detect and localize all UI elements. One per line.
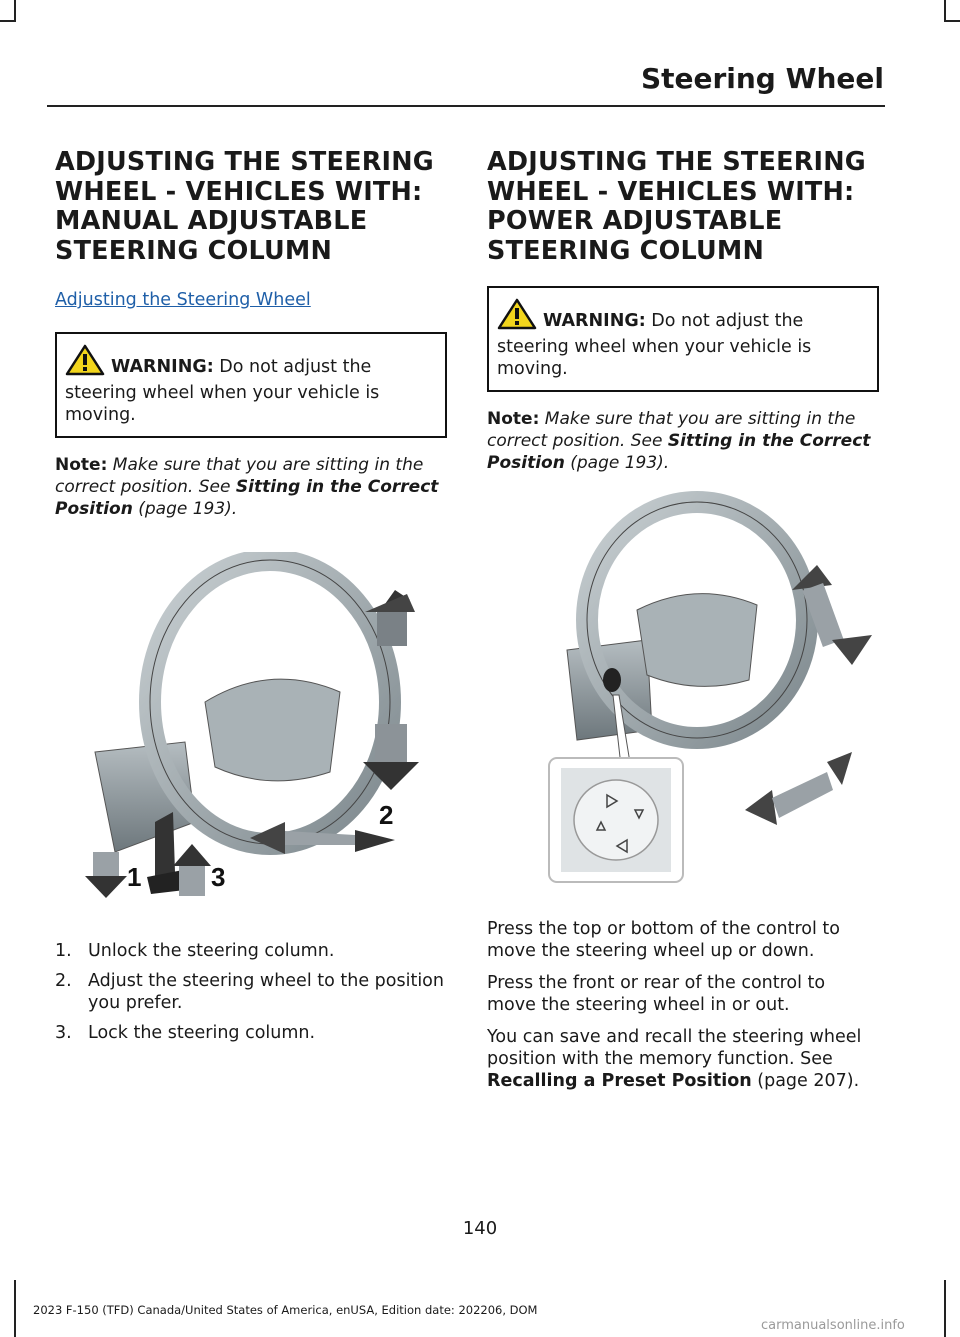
- warning-text: Do not adjust the steering wheel when your vehicle is moving.: [65, 357, 380, 425]
- adjusting-steering-link[interactable]: Adjusting the Steering Wheel: [55, 290, 311, 310]
- crop-mark: [944, 0, 946, 22]
- watermark: carmanualsonline.info: [761, 1318, 905, 1333]
- crop-mark: [944, 20, 960, 22]
- warning-label: WARNING:: [543, 311, 646, 331]
- warning-text: Do not adjust the steering wheel when your vehicle is moving.: [497, 311, 812, 379]
- crop-mark: [0, 20, 16, 22]
- section-heading-manual: ADJUSTING THE STEERING WHEEL - VEHICLES WITH: MANUAL ADJUSTABLE STEERING COLUMN: [55, 147, 434, 266]
- list-item: 1. Unlock the steering column.: [55, 941, 335, 961]
- arrow-unlock-icon: [85, 852, 127, 898]
- note-ref-link[interactable]: Sitting in the Correct Position: [55, 477, 439, 519]
- note-text: Make sure that you are sitting in the correct position. See: [487, 409, 856, 451]
- note-paragraph: [487, 408, 879, 474]
- body-paragraph: Press the top or bottom of the control to move the steering wheel up or down.: [487, 919, 840, 961]
- section-heading-power: ADJUSTING THE STEERING WHEEL - VEHICLES WITH: POWER ADJUSTABLE STEERING COLUMN: [487, 147, 866, 266]
- arrow-telescope-icon: [745, 752, 852, 825]
- note-label: Note:: [55, 455, 108, 475]
- page-number: 140: [462, 1218, 498, 1239]
- memory-paragraph: You can save and recall the steering wheel position with the memory function. See Recalling a Preset Position (page 207).: [487, 1027, 862, 1091]
- page-title: Steering Wheel: [640, 62, 884, 95]
- list-item: 3. Lock the steering column.: [55, 1023, 316, 1043]
- crop-mark: [944, 1280, 946, 1337]
- list-item: 2. Adjust the steering wheel to the position you prefer.: [55, 971, 444, 1013]
- note-ref-link[interactable]: Sitting in the Correct Position: [487, 431, 871, 473]
- recall-preset-link[interactable]: Recalling a Preset Position: [487, 1071, 752, 1091]
- callout-1: 1: [127, 862, 142, 892]
- warning-box: [487, 286, 879, 392]
- power-column-figure: [487, 490, 879, 900]
- note-text: Make sure that you are sitting in the correct position. See: [55, 455, 424, 497]
- power-instructions: [487, 918, 879, 1092]
- body-paragraph: Press the front or rear of the control to move the steering wheel in or out.: [487, 973, 826, 1015]
- note-page: (page 193).: [570, 453, 670, 473]
- crop-mark: [14, 1280, 16, 1337]
- footer-text: 2023 F-150 (TFD) Canada/United States of America, enUSA, Edition date: 202206, DOM: [33, 1303, 538, 1317]
- manual-column-figure: [55, 552, 447, 912]
- warning-box: [55, 332, 447, 438]
- callout-3: 3: [211, 862, 226, 892]
- warning-triangle-icon: [65, 344, 105, 382]
- warning-label: WARNING:: [111, 357, 214, 377]
- right-column: [487, 148, 879, 1102]
- warning-triangle-icon: [497, 298, 537, 336]
- control-switch-icon: [549, 758, 683, 882]
- crop-mark: [14, 0, 16, 22]
- note-paragraph: [55, 454, 447, 520]
- steps-list: [55, 940, 447, 1044]
- note-label: Note:: [487, 409, 540, 429]
- callout-2: 2: [379, 800, 394, 830]
- header-rule: [47, 105, 885, 107]
- left-column: [55, 148, 447, 1052]
- note-page: (page 193).: [138, 499, 238, 519]
